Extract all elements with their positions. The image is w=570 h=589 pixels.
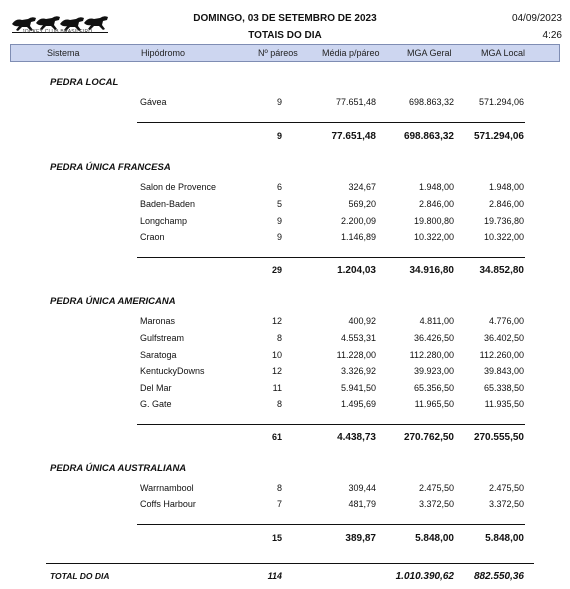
- print-date: 04/09/2023: [511, 13, 562, 24]
- hipodromo-name: Warrnambool: [140, 483, 194, 493]
- mga-local-value: 3.372,50: [488, 499, 524, 509]
- mga-geral-value: 19.800,80: [413, 216, 454, 226]
- table-row: [0, 483, 570, 497]
- table-row: [0, 232, 570, 246]
- mga-local-value: 65.338,50: [483, 383, 524, 393]
- total-media: 4.438,73: [337, 432, 376, 443]
- table-row: [0, 399, 570, 413]
- mga-local-value: 571.294,06: [478, 97, 524, 107]
- total-mga-local: 5.848,00: [485, 533, 524, 544]
- mga-local-value: 112.260,00: [479, 350, 524, 360]
- mga-geral-value: 2.846,00: [418, 199, 454, 209]
- media-value: 77.651,48: [335, 97, 376, 107]
- total-mga-geral: 5.848,00: [415, 533, 454, 544]
- n-pareos: 11: [272, 383, 282, 393]
- mga-geral-value: 2.475,50: [418, 483, 454, 493]
- logo-caption: JOCKEY CLUB BRASILEIRO: [22, 29, 93, 35]
- total-n-pareos: 61: [271, 432, 282, 442]
- table-row: [0, 350, 570, 364]
- hipodromo-name: Gulfstream: [140, 333, 185, 343]
- total-n-pareos: 29: [271, 265, 282, 275]
- mga-geral-value: 112.280,00: [409, 350, 454, 360]
- total-mga-geral: 34.916,80: [409, 265, 454, 276]
- n-pareos: 5: [276, 199, 282, 209]
- mga-local-value: 2.846,00: [488, 199, 524, 209]
- total-media: 77.651,48: [331, 131, 376, 142]
- mga-local-value: 39.843,00: [483, 366, 524, 376]
- hipodromo-name: Salon de Provence: [140, 182, 217, 192]
- media-value: 5.941,50: [340, 383, 376, 393]
- mga-local-value: 11.935,50: [484, 399, 524, 409]
- n-pareos: 8: [276, 333, 282, 343]
- media-value: 400,92: [348, 316, 376, 326]
- n-pareos: 7: [276, 499, 282, 509]
- n-pareos: 9: [276, 232, 282, 242]
- col-n-pareos: Nº páreos: [258, 48, 298, 58]
- hipodromo-name: Del Mar: [140, 383, 172, 393]
- media-value: 309,44: [348, 483, 376, 493]
- table-row: [0, 97, 570, 111]
- hipodromo-name: Baden-Baden: [140, 199, 196, 209]
- section-title: PEDRA ÚNICA FRANCESA: [50, 162, 171, 173]
- col-media: Média p/páreo: [322, 48, 380, 58]
- total-mga-local: 571.294,06: [473, 131, 524, 142]
- media-value: 3.326,92: [340, 366, 376, 376]
- col-hipodromo: Hipódromo: [141, 48, 186, 58]
- table-row: [0, 182, 570, 196]
- col-mga-geral: MGA Geral: [407, 48, 452, 58]
- total-media: 1.204,03: [337, 265, 376, 276]
- n-pareos: 9: [276, 97, 282, 107]
- media-value: 324,67: [348, 182, 376, 192]
- grand-total-mga-local: 882.550,36: [473, 571, 524, 582]
- n-pareos: 8: [276, 399, 282, 409]
- mga-geral-value: 4.811,00: [419, 316, 454, 326]
- mga-local-value: 1.948,00: [488, 182, 524, 192]
- mga-geral-value: 3.372,50: [418, 499, 454, 509]
- mga-geral-value: 39.923,00: [413, 366, 454, 376]
- grand-total-n-pareos: 114: [267, 571, 282, 581]
- n-pareos: 9: [276, 216, 282, 226]
- col-sistema: Sistema: [47, 48, 80, 58]
- table-row: [0, 333, 570, 347]
- mga-geral-value: 10.322,00: [413, 232, 454, 242]
- section-total-row: [0, 533, 570, 547]
- mga-geral-value: 36.426,50: [413, 333, 454, 343]
- section-divider: [137, 257, 525, 258]
- table-row: [0, 366, 570, 380]
- table-row: [0, 199, 570, 213]
- mga-local-value: 19.736,80: [483, 216, 524, 226]
- mga-local-value: 2.475,50: [488, 483, 524, 493]
- grand-total-row: [0, 571, 570, 585]
- mga-geral-value: 698.863,32: [408, 97, 454, 107]
- media-value: 4.553,31: [340, 333, 376, 343]
- section-divider: [137, 424, 525, 425]
- total-n-pareos: 9: [276, 131, 282, 141]
- table-row: [0, 383, 570, 397]
- mga-geral-value: 11.965,50: [414, 399, 454, 409]
- mga-local-value: 4.776,00: [488, 316, 524, 326]
- mga-geral-value: 1.948,00: [418, 182, 454, 192]
- mga-geral-value: 65.356,50: [413, 383, 454, 393]
- hipodromo-name: Maronas: [140, 316, 176, 326]
- n-pareos: 12: [271, 366, 282, 376]
- n-pareos: 12: [271, 316, 282, 326]
- total-media: 389,87: [345, 533, 376, 544]
- mga-local-value: 36.402,50: [483, 333, 524, 343]
- n-pareos: 10: [271, 350, 282, 360]
- total-mga-geral: 698.863,32: [403, 131, 454, 142]
- media-value: 481,79: [348, 499, 376, 509]
- total-mga-local: 34.852,80: [479, 265, 524, 276]
- section-divider: [137, 122, 525, 123]
- n-pareos: 6: [276, 182, 282, 192]
- col-mga-local: MGA Local: [481, 48, 526, 58]
- table-row: [0, 216, 570, 230]
- section-total-row: [0, 131, 570, 145]
- section-total-row: [0, 265, 570, 279]
- total-n-pareos: 15: [271, 533, 282, 543]
- grand-total-divider: [46, 563, 534, 564]
- section-title: PEDRA LOCAL: [50, 77, 119, 88]
- mga-local-value: 10.322,00: [483, 232, 524, 242]
- total-mga-local: 270.555,50: [473, 432, 524, 443]
- total-mga-geral: 270.762,50: [403, 432, 454, 443]
- hipodromo-name: Coffs Harbour: [140, 499, 196, 509]
- section-title: PEDRA ÚNICA AMERICANA: [50, 296, 176, 307]
- media-value: 2.200,09: [340, 216, 376, 226]
- hipodromo-name: KentuckyDowns: [140, 366, 205, 376]
- report-date-long: DOMINGO, 03 DE SETEMBRO DE 2023: [193, 13, 377, 24]
- hipodromo-name: Saratoga: [140, 350, 177, 360]
- section-total-row: [0, 432, 570, 446]
- column-header-bar: [10, 44, 560, 62]
- media-value: 569,20: [348, 199, 376, 209]
- hipodromo-name: Longchamp: [140, 216, 188, 226]
- section-title: PEDRA ÚNICA AUSTRALIANA: [50, 463, 187, 474]
- grand-total-mga-geral: 1.010.390,62: [395, 571, 454, 582]
- media-value: 1.495,69: [340, 399, 376, 409]
- section-divider: [137, 524, 525, 525]
- media-value: 11.228,00: [336, 350, 376, 360]
- media-value: 1.146,89: [340, 232, 376, 242]
- table-row: [0, 316, 570, 330]
- page-title: TOTAIS DO DIA: [248, 30, 322, 41]
- print-time: 4:26: [542, 30, 562, 41]
- hipodromo-name: G. Gate: [140, 399, 172, 409]
- n-pareos: 8: [276, 483, 282, 493]
- table-row: [0, 499, 570, 513]
- hipodromo-name: Gávea: [140, 97, 167, 107]
- hipodromo-name: Craon: [140, 232, 165, 242]
- grand-total-label: TOTAL DO DIA: [50, 571, 110, 581]
